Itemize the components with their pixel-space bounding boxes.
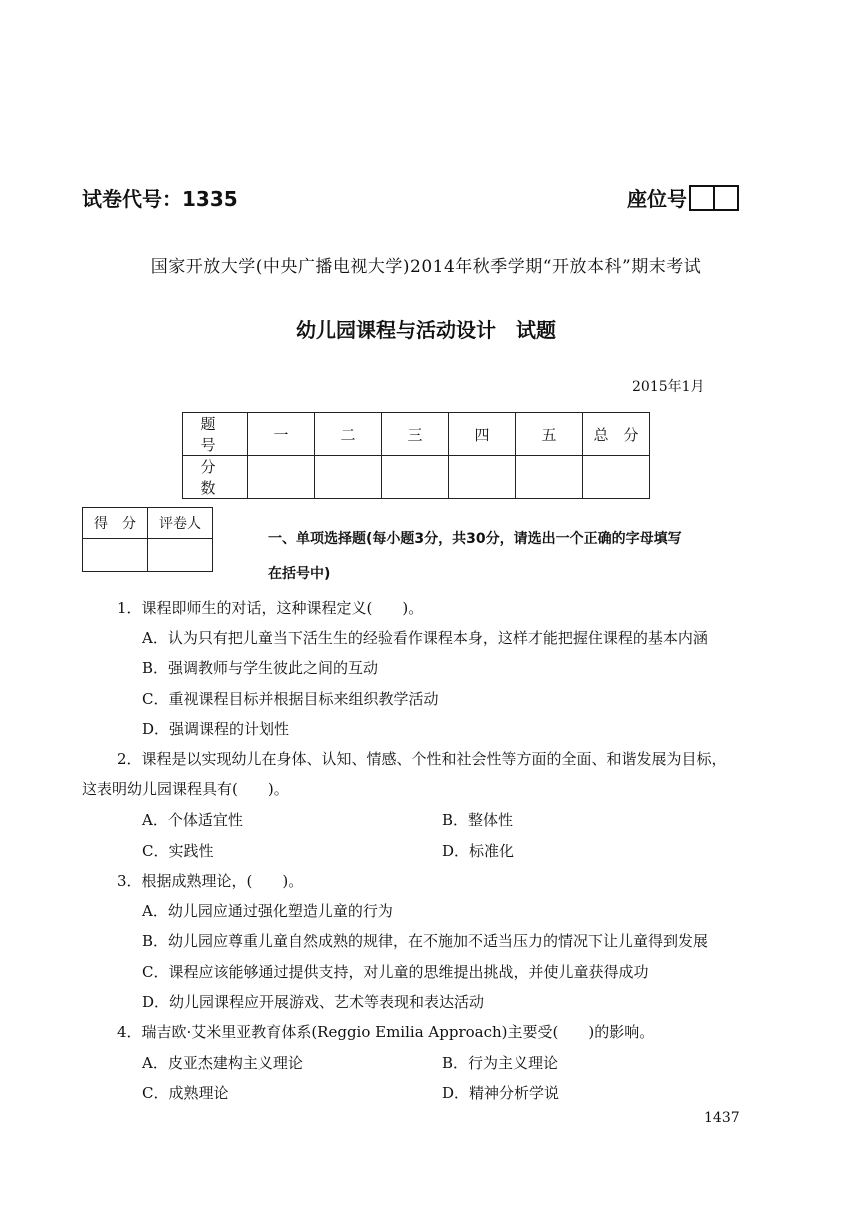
- column-header: 五: [516, 413, 583, 456]
- score-table-header-row: [183, 413, 650, 456]
- question-1-option-d: D．强调课程的计划性: [142, 720, 290, 738]
- grader-table-header-row: [83, 508, 213, 539]
- score-label: 分 数: [183, 456, 248, 499]
- question-4-option-a: A．皮亚杰建构主义理论: [142, 1054, 303, 1072]
- exam-code: 试卷代号：1335: [82, 187, 238, 211]
- question-1-option-c: C．重视课程目标并根据目标来组织教学活动: [142, 690, 439, 708]
- column-header: 总 分: [583, 413, 650, 456]
- grader-name-label: 评卷人: [148, 508, 213, 539]
- exam-header: 国家开放大学(中央广播电视大学)2014年秋季学期“开放本科”期末考试: [150, 257, 702, 277]
- question-4-option-c: C．成熟理论: [142, 1084, 229, 1102]
- column-header: 三: [382, 413, 449, 456]
- grader-table-blank-row: [83, 539, 213, 572]
- grader-score-label: 得 分: [83, 508, 148, 539]
- column-header: 一: [248, 413, 315, 456]
- page-number: 1437: [704, 1110, 740, 1126]
- question-2-option-c: C．实践性: [142, 842, 214, 860]
- seat-label: 座位号: [627, 187, 687, 211]
- question-3-option-b: B．幼儿园应尊重儿童自然成熟的规律，在不施加不适当压力的情况下让儿童得到发展: [142, 932, 709, 950]
- question-4-option-b: B．行为主义理论: [442, 1054, 559, 1072]
- question-1-option-a: A．认为只有把儿童当下活生生的经验看作课程本身，这样才能把握住课程的基本内涵: [142, 629, 708, 647]
- seat-box: [689, 185, 715, 211]
- seat-number: [627, 183, 739, 212]
- score-cell: [315, 456, 382, 499]
- seat-boxes: [689, 185, 739, 211]
- question-4-stem: 4．瑞吉欧·艾米里亚教育体系(Reggio Emilia Approach)主要受( )的影响。: [117, 1023, 655, 1041]
- question-2-stem: 2．课程是以实现幼儿在身体、认知、情感、个性和社会性等方面的全面、和谐发展为目标，: [117, 750, 727, 768]
- grader-score-cell: [83, 539, 148, 572]
- score-cell: [382, 456, 449, 499]
- score-cell: [516, 456, 583, 499]
- seat-box: [715, 185, 739, 211]
- grader-name-cell: [148, 539, 213, 572]
- exam-date: 2015年1月: [632, 379, 705, 395]
- question-1-stem: 1．课程即师生的对话，这种课程定义( )。: [117, 599, 424, 617]
- question-number-label: 题 号: [183, 413, 248, 456]
- column-header: 二: [315, 413, 382, 456]
- question-3-option-d: D．幼儿园课程应开展游戏、艺术等表现和表达活动: [142, 993, 485, 1011]
- question-2-option-b: B．整体性: [442, 811, 514, 829]
- grader-table: [82, 507, 213, 572]
- score-table-score-row: [183, 456, 650, 499]
- section-instruction: 一、单项选择题(每小题3分，共30分，请选出一个正确的字母填写: [268, 531, 682, 547]
- question-1-option-b: B．强调教师与学生彼此之间的互动: [142, 659, 379, 677]
- column-header: 四: [449, 413, 516, 456]
- exam-title: 幼儿园课程与活动设计 试题: [296, 318, 556, 342]
- question-3-option-c: C．课程应该能够通过提供支持，对儿童的思维提出挑战，并使儿童获得成功: [142, 963, 649, 981]
- score-cell: [583, 456, 650, 499]
- score-cell: [449, 456, 516, 499]
- section-instruction-continued: 在括号中): [268, 566, 331, 582]
- question-4-option-d: D．精神分析学说: [442, 1084, 560, 1102]
- question-2-option-d: D．标准化: [442, 842, 515, 860]
- question-3-stem: 3．根据成熟理论，( )。: [117, 872, 304, 890]
- score-table: [182, 412, 650, 499]
- question-2-option-a: A．个体适宜性: [142, 811, 243, 829]
- question-3-option-a: A．幼儿园应通过强化塑造儿童的行为: [142, 902, 393, 920]
- question-2-stem-continued: 这表明幼儿园课程具有( )。: [82, 780, 289, 798]
